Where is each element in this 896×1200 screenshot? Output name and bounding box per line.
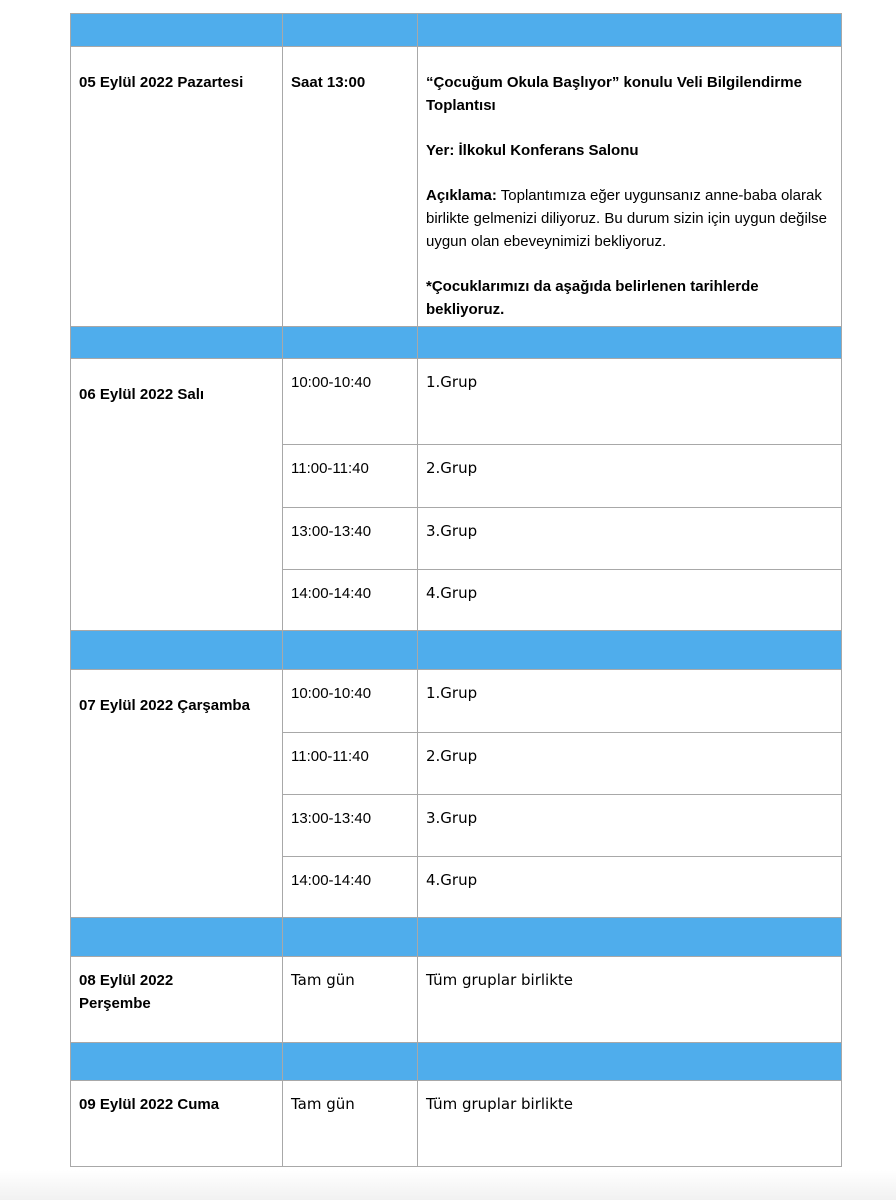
slot-group: 3.Grup xyxy=(418,795,842,857)
day-row-friday xyxy=(71,1081,842,1167)
day-date: 08 Eylül 2022 Perşembe xyxy=(71,957,283,1043)
blue-band-row xyxy=(71,327,842,359)
meeting-time: Saat 13:00 xyxy=(283,47,418,327)
day-row-thursday xyxy=(71,957,842,1043)
slot-time: 10:00-10:40 xyxy=(283,359,418,445)
schedule-table xyxy=(70,13,842,1167)
day-date: 07 Eylül 2022 Çarşamba xyxy=(71,670,283,918)
blue-band-row xyxy=(71,918,842,957)
slot-group: 1.Grup xyxy=(418,670,842,733)
blue-band-row xyxy=(71,14,842,47)
slot-time: 11:00-11:40 xyxy=(283,733,418,795)
slot-time: 13:00-13:40 xyxy=(283,508,418,570)
slot-time: 14:00-14:40 xyxy=(283,857,418,918)
meeting-description xyxy=(426,184,833,253)
meeting-title: “Çocuğum Okula Başlıyor” konulu Veli Bilgilendirme Toplantısı xyxy=(426,74,802,114)
page-bottom-edge xyxy=(0,1170,896,1200)
slot-group: 4.Grup xyxy=(418,857,842,918)
slot-group: 1.Grup xyxy=(418,359,842,445)
description-text: Toplantımıza eğer uygunsanız anne-baba olarak birlikte gelmenizi diliyoruz. Bu durum sizin için uygun değilse uygun olan ebeveynimizi bekliyoruz. xyxy=(426,187,828,250)
day-date: 06 Eylül 2022 Salı xyxy=(71,359,283,631)
meeting-note: *Çocuklarımızı da aşağıda belirlenen tarihlerde bekliyoruz. xyxy=(426,278,759,318)
slot-time: 14:00-14:40 xyxy=(283,570,418,631)
day-time: Tam gün xyxy=(283,1081,418,1167)
day-row-monday xyxy=(71,47,842,327)
description-label: Açıklama: xyxy=(426,187,497,204)
day-group: Tüm gruplar birlikte xyxy=(418,957,842,1043)
slot-group: 2.Grup xyxy=(418,445,842,508)
day-date: 09 Eylül 2022 Cuma xyxy=(71,1081,283,1167)
meeting-details xyxy=(418,47,842,327)
blue-band-row xyxy=(71,1043,842,1081)
slot-group: 3.Grup xyxy=(418,508,842,570)
slot-group: 2.Grup xyxy=(418,733,842,795)
slot-row xyxy=(71,670,842,733)
slot-group: 4.Grup xyxy=(418,570,842,631)
slot-time: 11:00-11:40 xyxy=(283,445,418,508)
day-group: Tüm gruplar birlikte xyxy=(418,1081,842,1167)
slot-row xyxy=(71,359,842,445)
slot-time: 10:00-10:40 xyxy=(283,670,418,733)
blue-band-row xyxy=(71,631,842,670)
day-time: Tam gün xyxy=(283,957,418,1043)
slot-time: 13:00-13:40 xyxy=(283,795,418,857)
meeting-location: Yer: İlkokul Konferans Salonu xyxy=(426,142,639,159)
day-date: 05 Eylül 2022 Pazartesi xyxy=(71,47,283,327)
